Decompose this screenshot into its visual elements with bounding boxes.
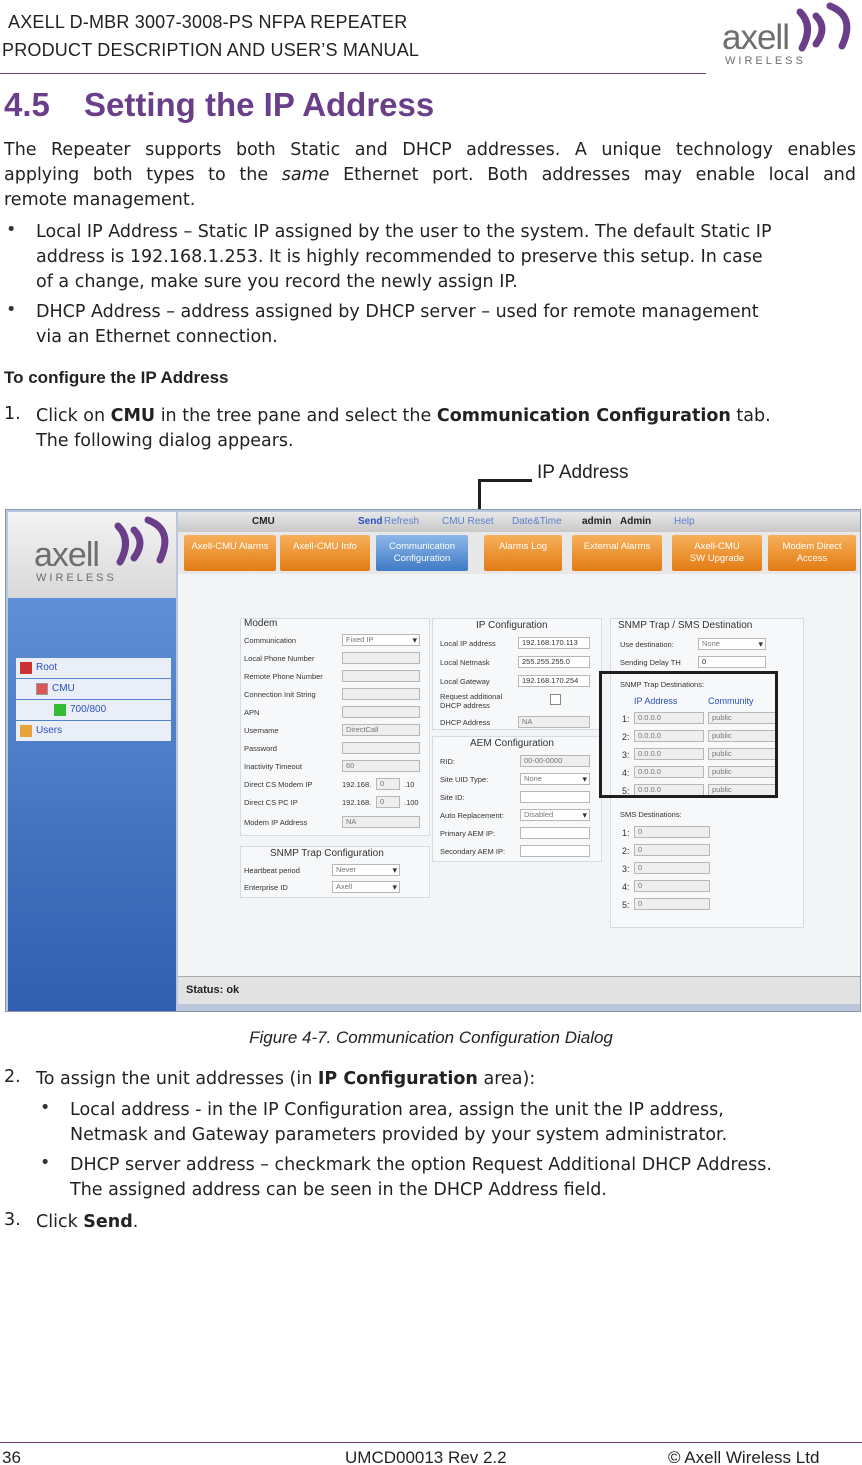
use-destination-select[interactable]: None ▾ xyxy=(698,638,766,650)
site-uid-select[interactable]: None ▾ xyxy=(520,773,590,785)
trap-ip-field[interactable]: 0.0.0.0 xyxy=(634,766,704,778)
logo-subtitle: WIRELESS xyxy=(725,55,806,67)
apn-field[interactable] xyxy=(342,706,420,718)
status-bar: Status: ok xyxy=(178,976,860,1004)
bullet-local-ip-l1: Local IP Address – Static IP assigned by the user to the system. The default Static IP xyxy=(36,222,772,242)
trap-community-field[interactable]: public xyxy=(708,712,778,724)
callout-line xyxy=(478,479,532,482)
trap-community-field[interactable]: public xyxy=(708,766,778,778)
datetime-link[interactable]: Date&Time xyxy=(512,516,562,527)
tree-item-root[interactable]: Root xyxy=(16,658,171,678)
tab-cmu-info[interactable]: Axell-CMU Info xyxy=(280,535,370,571)
bullet-glyph: • xyxy=(6,300,17,320)
tree-item-cmu[interactable]: CMU xyxy=(16,679,171,699)
step2-bullet1-l1: Local address - in the IP Configuration area, assign the unit the IP address, xyxy=(70,1100,724,1120)
step-number: 3. xyxy=(4,1210,21,1230)
trap-ip-field[interactable]: 0.0.0.0 xyxy=(634,712,704,724)
root-icon xyxy=(20,662,32,674)
username-field[interactable]: DirectCall xyxy=(342,724,420,736)
local-ip-field[interactable]: 192.168.170.113 xyxy=(518,637,590,649)
tree-item-700-800[interactable]: 700/800 xyxy=(16,700,171,720)
section-title xyxy=(4,86,434,124)
bullet-glyph: • xyxy=(40,1153,51,1173)
trap-index: 3: xyxy=(622,750,630,760)
step1-line-1: Click on CMU in the tree pane and select the Communication Configuration tab. xyxy=(36,406,771,426)
users-icon xyxy=(20,725,32,737)
bullet-local-ip-l2: address is 192.168.1.253. It is highly recommended to preserve this setup. In case xyxy=(36,247,763,267)
pc-octet-field[interactable]: 0 xyxy=(376,796,400,808)
trap-community-field[interactable]: public xyxy=(708,730,778,742)
tab-modem-direct-access[interactable]: Modem Direct Access xyxy=(768,535,856,571)
help-link[interactable]: Help xyxy=(674,516,695,527)
sms-destination-field[interactable]: 0 xyxy=(634,826,710,838)
bullet-local-ip-l3: of a change, make sure you record the newly assign IP. xyxy=(36,272,518,292)
intro-line-1: The Repeater supports both Static and DHCP addresses. A unique technology enables xyxy=(4,140,856,160)
init-string-field[interactable] xyxy=(342,688,420,700)
sending-delay-field[interactable]: 0 xyxy=(698,656,766,668)
cmu-icon xyxy=(36,683,48,695)
dhcp-address-field: NA xyxy=(518,716,590,728)
header-rule xyxy=(0,73,706,74)
modem-ip-field: NA xyxy=(342,816,420,828)
figure-caption: Figure 4-7. Communication Configuration Dialog xyxy=(249,1028,613,1047)
intro-line-3: remote management. xyxy=(4,190,196,210)
config-panel: Modem Communication Fixed IP ▾ Local Phone Number Remote Phone Number Connection Init String APN Username DirectCall Password Inactivity Timeout 60 Direct CS Modem IP 192.168. 0 .10 Direct CS PC IP 192.168. 0 .100 Modem IP Address NA SNMP Trap Configuration Heartbeat period Never ▾ Enterprise ID Axell ▾ IP Configuration Local IP address 192.168.170.113 Local Netmask 255.255.255.0 Local Gateway 192.168.170.254 Request additional DHCP address DHCP Address NA AEM Configuration RID: 00-00-0000 Site UID Type: None ▾ Site ID: Auto Replacement: Disabled ▾ Primary AEM IP: Secondary AEM IP: SNMP Trap / SMS Destination Use destination: None ▾ Sending Delay TH 0 SNMP Trap Destinations: IP Address Community 1: 0.0.0.0 public 2: 0.0.0.0 public 3: 0.0.0.0 public 4: 0.0.0.0 public 5: 0.0.0.0 public SMS Destinations: 1: 0 2: 0 3: 0 4: 0 5: 0 xyxy=(178,574,860,976)
section-heading: Setting the IP Address xyxy=(84,86,435,123)
trap-index: 4: xyxy=(622,768,630,778)
step2-line: To assign the unit addresses (in IP Configuration area): xyxy=(36,1069,536,1089)
tab-cmu-alarms[interactable]: Axell-CMU Alarms xyxy=(184,535,276,571)
trap-community-field[interactable]: public xyxy=(708,748,778,760)
cs-octet-field[interactable]: 0 xyxy=(376,778,400,790)
figure-logo: axell WIRELESS xyxy=(8,512,176,598)
modem-title: Modem xyxy=(244,618,278,629)
tree-item-users[interactable]: Users xyxy=(16,721,171,741)
tab-communication-configuration[interactable]: Communication Configuration xyxy=(376,535,468,571)
primary-aem-field[interactable] xyxy=(520,827,590,839)
document-id: UMCD00013 Rev 2.2 xyxy=(345,1448,507,1465)
header-subtitle: PRODUCT DESCRIPTION AND USER’S MANUAL xyxy=(2,40,420,60)
procedure-heading: To configure the IP Address xyxy=(4,368,229,387)
section-number: 4.5 xyxy=(4,86,50,123)
sms-destination-field[interactable]: 0 xyxy=(634,844,710,856)
bullet-dhcp-l1: DHCP Address – address assigned by DHCP server – used for remote management xyxy=(36,302,759,322)
bullet-dhcp-l2: via an Ethernet connection. xyxy=(36,327,278,347)
sms-index: 2: xyxy=(622,846,630,856)
page-number: 36 xyxy=(2,1448,21,1465)
enterprise-select[interactable]: Axell ▾ xyxy=(332,881,400,893)
inactivity-field[interactable]: 60 xyxy=(342,760,420,772)
logo-wave-icon xyxy=(112,512,172,572)
rid-field: 00-00-0000 xyxy=(520,755,590,767)
ip-configuration-highlight xyxy=(599,671,778,798)
header-title: AXELL D-MBR 3007-3008-PS NFPA REPEATER xyxy=(8,12,408,32)
sms-index: 1: xyxy=(622,828,630,838)
tab-external-alarms[interactable]: External Alarms xyxy=(572,535,662,571)
step-number: 2. xyxy=(4,1067,21,1087)
step2-bullet2-l2: The assigned address can be seen in the DHCP Address field. xyxy=(70,1180,607,1200)
site-id-field[interactable] xyxy=(520,791,590,803)
heartbeat-select[interactable]: Never ▾ xyxy=(332,864,400,876)
step2-bullet2-l1: DHCP server address – checkmark the option Request Additional DHCP Address. xyxy=(70,1155,772,1175)
trap-ip-field[interactable]: 0.0.0.0 xyxy=(634,730,704,742)
trap-community-field[interactable]: public xyxy=(708,784,778,796)
communication-select[interactable]: Fixed IP ▾ xyxy=(342,634,420,646)
callout-label: IP Address xyxy=(537,462,629,483)
logo-wave-icon xyxy=(794,2,854,58)
sms-index: 5: xyxy=(622,900,630,910)
top-bar: CMU Send Refresh CMU Reset Date&Time admin Admin Help xyxy=(178,512,860,532)
ip-configuration-group xyxy=(432,618,602,730)
auto-replacement-select[interactable]: Disabled ▾ xyxy=(520,809,590,821)
sms-destination-field[interactable]: 0 xyxy=(634,880,710,892)
logo-word: axell xyxy=(722,18,789,57)
emphasis-same: same xyxy=(281,165,330,185)
send-link[interactable]: Send xyxy=(358,516,383,527)
user-role: Admin xyxy=(620,516,652,527)
sms-destination-field[interactable]: 0 xyxy=(634,898,710,910)
step-number: 1. xyxy=(4,404,21,424)
bullet-glyph: • xyxy=(6,220,17,240)
figure-screenshot xyxy=(5,509,861,1012)
gateway-field[interactable]: 192.168.170.254 xyxy=(518,675,590,687)
step1-line-2: The following dialog appears. xyxy=(36,431,294,451)
intro-line-2: applying both types to the same Ethernet port. Both addresses may enable local and xyxy=(4,165,856,185)
copyright: © Axell Wireless Ltd xyxy=(668,1448,820,1465)
refresh-link[interactable]: Refresh xyxy=(384,516,420,527)
band-icon xyxy=(54,704,66,716)
tab-strip xyxy=(178,532,860,574)
footer-rule xyxy=(0,1442,862,1443)
sms-index: 4: xyxy=(622,882,630,892)
remote-phone-field[interactable] xyxy=(342,670,420,682)
trap-ip-field[interactable]: 0.0.0.0 xyxy=(634,748,704,760)
password-field[interactable] xyxy=(342,742,420,754)
netmask-field[interactable]: 255.255.255.0 xyxy=(518,656,590,668)
step2-bullet1-l2: Netmask and Gateway parameters provided by your system administrator. xyxy=(70,1125,728,1145)
bullet-glyph: • xyxy=(40,1098,51,1118)
secondary-aem-field[interactable] xyxy=(520,845,590,857)
axell-logo xyxy=(722,2,854,68)
trap-index: 1: xyxy=(622,714,630,724)
trap-index: 2: xyxy=(622,732,630,742)
trap-index: 5: xyxy=(622,786,630,796)
step3-line: Click Send. xyxy=(36,1212,139,1232)
local-phone-field[interactable] xyxy=(342,652,420,664)
tab-alarms-log[interactable]: Alarms Log xyxy=(484,535,562,571)
sms-index: 3: xyxy=(622,864,630,874)
tab-sw-upgrade[interactable]: Axell-CMU SW Upgrade xyxy=(672,535,762,571)
user-name: admin xyxy=(582,516,612,527)
tree-pane xyxy=(8,598,176,1011)
dhcp-request-checkbox[interactable] xyxy=(550,694,561,705)
sms-destination-field[interactable]: 0 xyxy=(634,862,710,874)
trap-ip-field[interactable]: 0.0.0.0 xyxy=(634,784,704,796)
cmu-reset-link[interactable]: CMU Reset xyxy=(442,516,494,527)
